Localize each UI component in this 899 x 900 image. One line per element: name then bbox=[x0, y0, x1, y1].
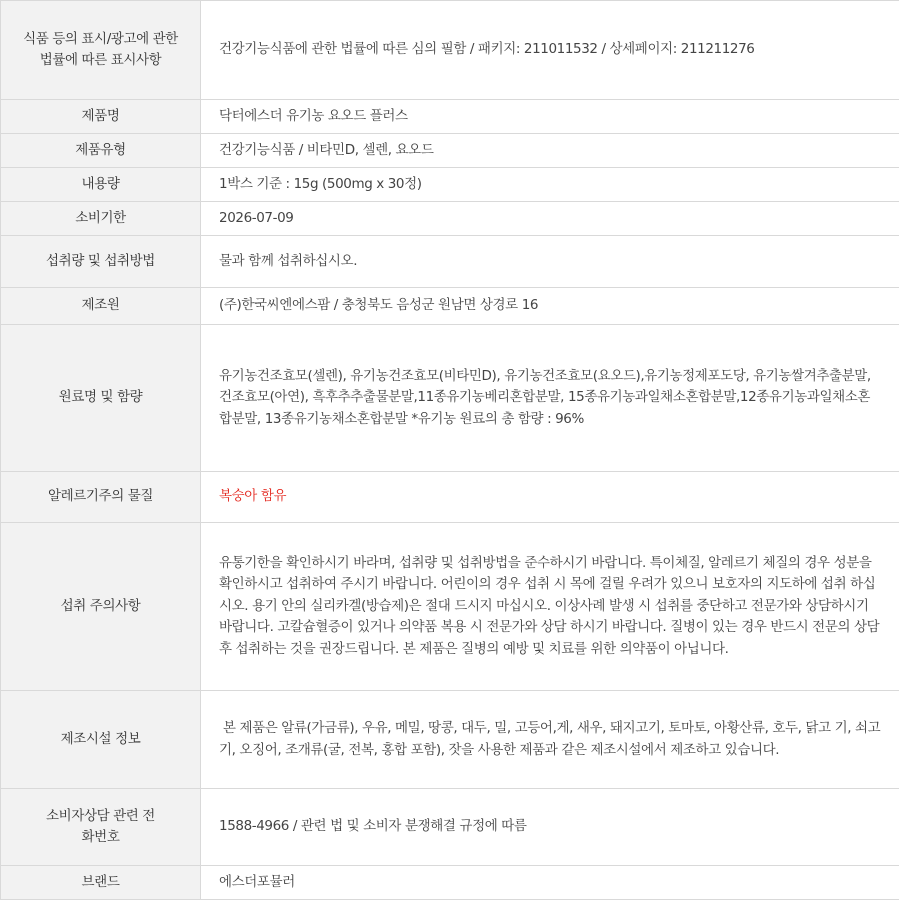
row-label: 섭취량 및 섭취방법 bbox=[1, 236, 201, 288]
row-intake-caution bbox=[1, 523, 899, 691]
row-label: 소비자상담 관련 전화번호 bbox=[1, 789, 201, 866]
row-product-name bbox=[1, 100, 899, 134]
row-ingredients bbox=[1, 325, 899, 472]
row-label: 내용량 bbox=[1, 168, 201, 202]
row-intake-method bbox=[1, 236, 899, 288]
row-value: 닥터에스더 유기농 요오드 플러스 bbox=[201, 100, 899, 134]
row-label: 브랜드 bbox=[1, 866, 201, 900]
row-label: 제조시설 정보 bbox=[1, 691, 201, 789]
row-value: 2026-07-09 bbox=[201, 202, 899, 236]
row-allergens bbox=[1, 472, 899, 523]
row-manufacturer bbox=[1, 288, 899, 325]
row-value: 본 제품은 알류(가금류), 우유, 메밀, 땅콩, 대두, 밀, 고등어,게, 새우, 돼지고기, 토마토, 아황산류, 호두, 닭고 기, 쇠고기, 오징어, 조개류(굴, 전복, 홍합 포함), 잣을 사용한 제품과 같은 제조시설에서 제조하고 있습니다. bbox=[201, 691, 899, 789]
row-value: 물과 함께 섭취하십시오. bbox=[201, 236, 899, 288]
row-brand bbox=[1, 866, 899, 900]
row-value: 유통기한을 확인하시기 바라며, 섭취량 및 섭취방법을 준수하시기 바랍니다. 특이체질, 알레르기 체질의 경우 성분을 확인하시고 섭취하여 주시기 바랍니다. 어린이의 경우 섭취 시 목에 걸릴 우려가 있으니 보호자의 지도하에 섭취 하십시오. 용기 안의 실리카겔(방습제)은 절대 드시지 마십시오. 이상사례 발생 시 섭취를 중단하고 전문가와 상담하시기 바랍니다. 고칼슘혈증이 있거나 의약품 복용 시 전문가와 상담 하시기 바랍니다. 질병이 있는 경우 반드시 전문의 상담 후 섭취하는 것을 권장드립니다. 본 제품은 질병의 예방 및 치료를 위한 의약품이 아닙니다. bbox=[201, 523, 899, 691]
row-value: 1박스 기준 : 15g (500mg x 30정) bbox=[201, 168, 899, 202]
row-content-amount bbox=[1, 168, 899, 202]
allergen-value: 복숭아 함유 bbox=[201, 472, 899, 523]
row-value: 건강기능식품에 관한 법률에 따른 심의 필함 / 패키지: 211011532 / 상세페이지: 211211276 bbox=[201, 1, 899, 100]
row-consumer-contact bbox=[1, 789, 899, 866]
row-value: 건강기능식품 / 비타민D, 셀렌, 요오드 bbox=[201, 134, 899, 168]
row-label: 알레르기주의 물질 bbox=[1, 472, 201, 523]
row-label: 제품명 bbox=[1, 100, 201, 134]
row-label: 섭취 주의사항 bbox=[1, 523, 201, 691]
row-value: 유기농건조효모(셀렌), 유기농건조효모(비타민D), 유기농건조효모(요오드),유기농정제포도당, 유기농쌀겨추출분말, 건조효모(아연), 흑후추추출물분말,11종유기농베리혼합분말, 15종유기농과일채소혼합분말,12종유기농과일채소혼합분말, 13종유기농채소혼합분말 *유기농 원료의 총 함량 : 96% bbox=[201, 325, 899, 472]
row-labeling-law bbox=[1, 1, 899, 100]
row-label: 제품유형 bbox=[1, 134, 201, 168]
row-label: 제조원 bbox=[1, 288, 201, 325]
row-expiry-date bbox=[1, 202, 899, 236]
row-product-type bbox=[1, 134, 899, 168]
row-label: 식품 등의 표시/광고에 관한 법률에 따른 표시사항 bbox=[1, 1, 201, 100]
row-value: 에스더포뮬러 bbox=[201, 866, 899, 900]
row-label: 원료명 및 함량 bbox=[1, 325, 201, 472]
row-value: (주)한국씨엔에스팜 / 충청북도 음성군 원남면 상경로 16 bbox=[201, 288, 899, 325]
row-facility-info bbox=[1, 691, 899, 789]
row-value: 1588-4966 / 관련 법 및 소비자 분쟁해결 규정에 따름 bbox=[201, 789, 899, 866]
row-label: 소비기한 bbox=[1, 202, 201, 236]
